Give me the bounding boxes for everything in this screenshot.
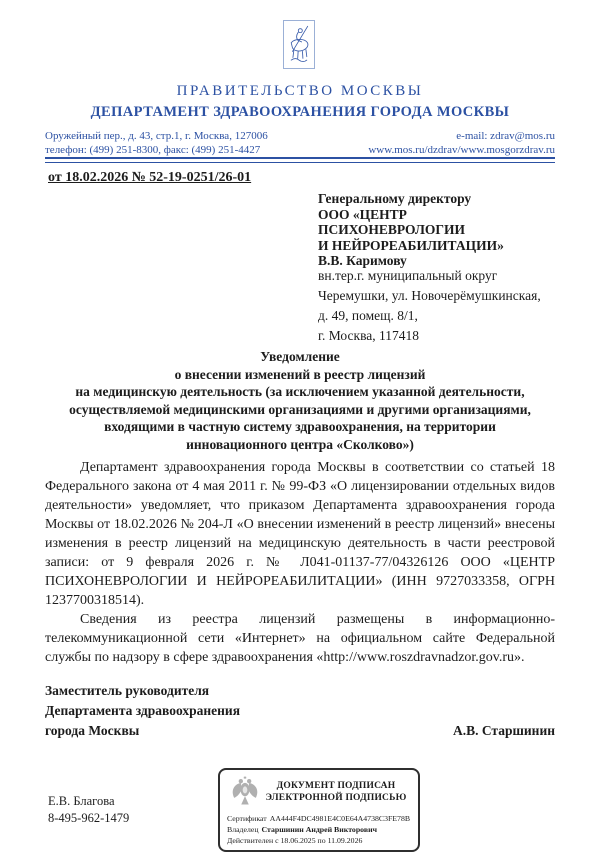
letterhead-email: e-mail: zdrav@mos.ru [456,130,555,142]
document-title-line5: входящими в частную систему здравоохранения, на территории [104,419,496,434]
recipient-block [318,191,555,269]
department-title: ДЕПАРТАМЕНТ ЗДРАВООХРАНЕНИЯ ГОРОДА МОСКВЫ [90,104,510,120]
document-title-line1: Уведомление [260,349,340,364]
document-body [45,458,555,667]
st-george-emblem-drawing [286,23,312,66]
stamp-validity-line: Действителен с 18.06.2025 по 11.09.2026 [227,836,363,845]
document-title-line3: на медицинскую деятельность (за исключением указанной деятельности, [75,384,525,399]
stamp-details [227,813,409,846]
stamp-title [263,780,409,804]
document-title-line4: осуществляемой медицинскими организациями и другими организациями, [69,401,531,417]
letterhead-address-block [45,129,268,157]
signer-position-line1: Заместитель руководителя [45,683,210,698]
stamp-title-line1: ДОКУМЕНТ ПОДПИСАН [276,781,396,791]
signer-position-block [45,681,240,741]
stamp-title-line2: ЭЛЕКТРОННОЙ ПОДПИСЬЮ [265,793,407,803]
recipient-address-line2: Черемушки, ул. Новочерёмушкинская, [318,288,541,303]
signer-name: А.В. Старшинин [452,723,555,738]
document-title-line2: о внесении изменений в реестр лицензий [174,366,426,382]
certificate-label: Сертификат [227,814,267,823]
letterhead-street-address: Оружейный пер., д. 43, стр.1, г. Москва, 127006 [45,130,268,142]
letterhead-website: www.mos.ru/dzdrav/www.mosgorzdrav.ru [368,144,555,156]
letterhead-contacts [45,129,555,157]
signature-block [45,681,555,741]
stamp-header [227,775,409,809]
document-title [40,348,560,453]
letterhead-divider [45,157,555,163]
recipient-position: Генеральному директору [318,191,472,206]
recipient-org-line2: И НЕЙРОРЕАБИЛИТАЦИИ» [318,237,504,253]
letterhead-phone-fax: телефон: (499) 251-8300, факс: (499) 251-4427 [45,144,261,156]
government-title: ПРАВИТЕЛЬСТВО МОСКВЫ [176,83,424,99]
recipient-org-line1: ООО «ЦЕНТР ПСИХОНЕВРОЛОГИИ [318,206,465,237]
stamp-certificate-line [227,813,409,824]
russia-double-eagle-icon [227,775,263,809]
body-paragraph-1: Департамент здравоохранения города Москвы в соответствии со статьей 18 Федерального закона от 4 мая 2011 г. № 99-ФЗ «О лицензировании отдельных видов деятельности» уведомляет, что приказом Департамента здравоохранения города Москвы от 18.02.2026 № 204-Л «О внесении изменений в реестр лицензий» внесены изменения в реестр лицензий на медицинскую деятельность в части реестровой записи: от 9 февраля 2026 г. № Л041-01137-77/04326126 ООО «ЦЕНТР ПСИХОНЕВРОЛОГИИ И НЕЙРОРЕАБИЛИТАЦИИ» (ИНН 9727033358, ОГРН 1237700318514). [45,460,555,608]
recipient-address-line1: вн.тер.г. муниципальный округ [318,268,498,283]
certificate-value: AA444F4DC4981E4C0E64A4738C3FE78B [269,814,411,823]
signer-position-line2: Департамента здравоохранения [45,703,241,718]
electronic-signature-stamp [218,768,420,852]
signer-position-line3: города Москвы [45,723,140,738]
executor-name: Е.В. Благова [48,794,115,808]
recipient-address-block [318,266,555,346]
executor-phone: 8-495-962-1479 [48,811,130,825]
outgoing-reference-number: от 18.02.2026 № 52-19-0251/26-01 [48,170,252,185]
recipient-address-line4: г. Москва, 117418 [318,328,420,343]
moscow-coat-of-arms-icon [283,20,315,69]
owner-name: Старшинин Андрей Викторович [261,825,377,834]
body-paragraph-2: Сведения из реестра лицензий размещены в информационно-телекоммуникационной сети «Интернет» на официальном сайте Федеральной службы по надзору в сфере здравоохранения «http://www.roszdravnadzor.gov.ru». [45,612,555,665]
letterhead-web-block [368,129,555,157]
recipient-person: В.В. Каримову [318,253,407,268]
stamp-owner-line [227,824,409,835]
eagle-emblem-drawing [230,775,260,809]
document-title-line6: инновационного центра «Сколково») [186,436,414,452]
owner-label: Владелец [227,825,259,834]
recipient-address-line3: д. 49, помещ. 8/1, [318,308,418,323]
executor-block [48,793,129,827]
